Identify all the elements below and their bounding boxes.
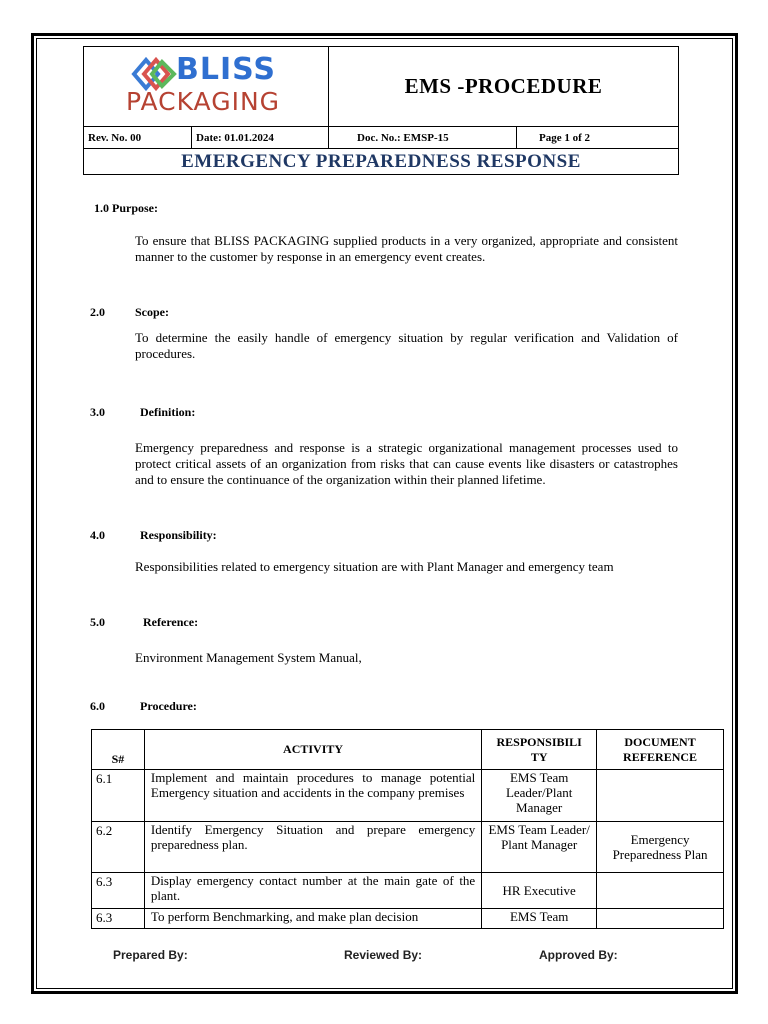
col-header-responsibility <box>482 730 597 770</box>
company-logo <box>126 51 286 119</box>
scope-heading: Scope: <box>135 305 169 319</box>
purpose-heading: 1.0 Purpose: <box>94 201 158 215</box>
row-doc-ref <box>597 770 724 822</box>
row-doc-ref: Emergency Preparedness Plan <box>597 822 724 873</box>
logo-text-bliss: BLISS <box>176 52 277 87</box>
procedure-number: 6.0 <box>90 699 105 713</box>
rev-no: Rev. No. 00 <box>84 127 192 149</box>
doc-date: Date: 01.01.2024 <box>192 127 329 149</box>
row-sn: 6.3 <box>92 873 145 909</box>
row-sn: 6.2 <box>92 822 145 873</box>
row-doc-ref <box>597 873 724 909</box>
procedure-heading: Procedure: <box>140 699 197 713</box>
prepared-by-label: Prepared By: <box>113 948 188 962</box>
row-activity: Implement and maintain procedures to manage potential Emergency situation and accidents in the company premises <box>144 770 481 822</box>
row-sn: 6.3 <box>92 909 145 929</box>
reference-heading: Reference: <box>143 615 199 629</box>
definition-text: Emergency preparedness and response is a strategic organizational management processes used to protect critical assets of an organization from risks that can cause events like disasters or catastrophes and to ensure the continuance of the organization within their planned lifetime. <box>135 440 678 487</box>
row-responsibility: HR Executive <box>482 873 597 909</box>
row-responsibility: EMS Team <box>482 909 597 929</box>
row-activity: Identify Emergency Situation and prepare emergency preparedness plan. <box>144 822 481 873</box>
col-header-doc-ref-line2: REFERENCE <box>623 749 698 764</box>
scope-number: 2.0 <box>90 305 105 319</box>
logo-cell <box>84 47 329 127</box>
document-subtitle: EMERGENCY PREPAREDNESS RESPONSE <box>84 149 679 175</box>
doc-type-title: EMS -PROCEDURE <box>329 47 679 127</box>
row-activity: Display emergency contact number at the main gate of the plant. <box>144 873 481 909</box>
table-row <box>92 770 724 822</box>
doc-no: Doc. No.: EMSP-15 <box>329 127 517 149</box>
purpose-text: To ensure that BLISS PACKAGING supplied products in a very organized, appropriate and consistent manner to the customer by response in an emergency event creates. <box>135 233 678 264</box>
page-number: Page 1 of 2 <box>517 127 679 149</box>
col-header-activity: ACTIVITY <box>144 730 481 770</box>
col-header-sn: S# <box>92 730 145 770</box>
document-header <box>83 46 679 175</box>
table-row <box>92 873 724 909</box>
row-doc-ref <box>597 909 724 929</box>
responsibility-text: Responsibilities related to emergency situation are with Plant Manager and emergency team <box>135 559 614 574</box>
reference-number: 5.0 <box>90 615 105 629</box>
col-header-doc-ref <box>597 730 724 770</box>
table-header-row <box>92 730 724 770</box>
row-responsibility: EMS Team Leader/Plant Manager <box>482 770 597 822</box>
table-row <box>92 822 724 873</box>
reviewed-by-label: Reviewed By: <box>344 948 423 962</box>
scope-text: To determine the easily handle of emergency situation by regular verification and Validation of procedures. <box>135 330 678 361</box>
reference-text: Environment Management System Manual, <box>135 650 362 665</box>
responsibility-heading: Responsibility: <box>140 528 217 542</box>
col-header-doc-ref-line1: DOCUMENT <box>624 734 696 749</box>
definition-heading: Definition: <box>140 405 196 419</box>
table-row <box>92 909 724 929</box>
logo-text-packaging: PACKAGING <box>126 87 281 116</box>
row-sn: 6.1 <box>92 770 145 822</box>
responsibility-number: 4.0 <box>90 528 105 542</box>
procedure-table <box>91 729 724 929</box>
definition-number: 3.0 <box>90 405 105 419</box>
approved-by-label: Approved By: <box>539 948 618 962</box>
row-responsibility: EMS Team Leader/ Plant Manager <box>482 822 597 873</box>
col-header-responsibility-line2: TY <box>530 749 548 764</box>
row-activity: To perform Benchmarking, and make plan decision <box>144 909 481 929</box>
col-header-responsibility-line1: RESPONSIBILI <box>496 734 582 749</box>
